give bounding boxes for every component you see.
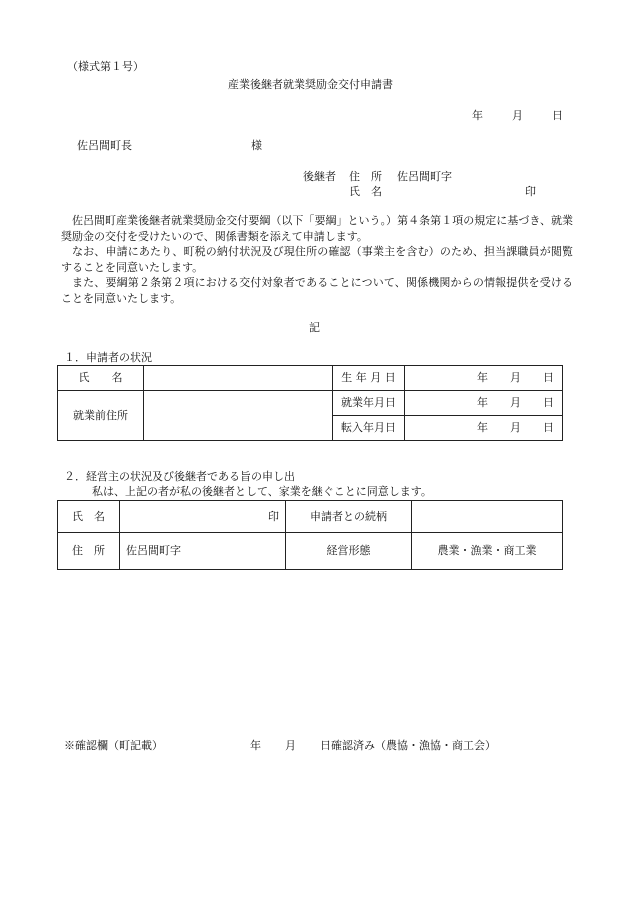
section2-statement: 私は、上記の者が私の後継者として、家業を継ぐことに同意します。 — [92, 485, 432, 498]
applicant-row-employment — [58, 391, 563, 416]
manager-name-label: 氏 名 — [58, 501, 120, 533]
movein-date-label: 転入年月日 — [333, 416, 405, 441]
manager-table — [57, 500, 563, 570]
birth-date-label: 生 年 月 日 — [333, 366, 405, 391]
relation-field[interactable] — [412, 501, 563, 533]
date-year: 年 — [472, 109, 483, 122]
relation-label: 申請者との続柄 — [286, 501, 412, 533]
manager-name-field[interactable] — [120, 501, 286, 533]
addressee-name: 佐呂間町長 — [77, 139, 132, 152]
prev-address-label: 就業前住所 — [58, 391, 144, 441]
confirmation-year: 年 — [250, 739, 261, 752]
manager-address-field[interactable]: 佐呂間町字 — [120, 533, 286, 570]
birth-date-month: 月 — [510, 371, 521, 385]
confirmation-suffix: 日確認済み（農協・漁協・商工会） — [320, 739, 496, 752]
prev-address-field[interactable] — [144, 391, 333, 441]
employment-date-day: 日 — [543, 396, 554, 410]
paragraph-1: 佐呂間町産業後継者就業奨励金交付要綱（以下「要綱」という。）第４条第１項の規定に基づき、就業奨励金の交付を受けたいので、関係書類を添えて申請します。 — [61, 214, 573, 243]
applicant-row-name — [58, 366, 563, 391]
employment-date-field[interactable] — [405, 391, 563, 416]
employment-date-label: 就業年月日 — [333, 391, 405, 416]
date-day: 日 — [552, 109, 563, 122]
movein-date-day: 日 — [543, 421, 554, 435]
successor-seal: 印 — [525, 185, 536, 198]
section2-heading: ２．経営主の状況及び後継者である旨の申し出 — [64, 470, 295, 483]
business-type-value[interactable]: 農業・漁業・商工業 — [412, 533, 563, 570]
birth-date-year: 年 — [477, 371, 488, 385]
manager-row-name — [58, 501, 563, 533]
applicant-table — [57, 365, 563, 441]
form-number: （様式第１号） — [67, 60, 144, 73]
ki-mark: 記 — [309, 321, 320, 334]
movein-date-field[interactable] — [405, 416, 563, 441]
employment-date-year: 年 — [477, 396, 488, 410]
date-line — [472, 109, 563, 123]
applicant-name-label: 氏 名 — [58, 366, 144, 391]
document-title: 産業後継者就業奨励金交付申請書 — [228, 78, 393, 91]
confirmation-label: ※確認欄（町記載） — [64, 739, 163, 752]
successor-name-label: 氏 名 — [349, 185, 382, 198]
confirmation-month: 月 — [285, 739, 296, 752]
section1-heading: １．申請者の状況 — [64, 351, 152, 364]
date-month: 月 — [512, 109, 523, 122]
paragraph-2: なお、申請にあたり、町税の納付状況及び現住所の確認（事業主を含む）のため、担当課職員が閲覧することを同意いたします。 — [61, 245, 573, 274]
movein-date-year: 年 — [477, 421, 488, 435]
manager-address-label: 住 所 — [58, 533, 120, 570]
birth-date-field[interactable] — [405, 366, 563, 391]
paragraph-3: また、要綱第２条第２項における交付対象者であることについて、関係機関からの情報提供を受けることを同意いたします。 — [61, 276, 573, 305]
successor-address-value: 佐呂間町字 — [397, 170, 452, 183]
successor-role-label: 後継者 — [303, 170, 336, 183]
addressee-honorific: 様 — [251, 139, 262, 152]
manager-seal: 印 — [268, 509, 279, 523]
business-type-label: 経営形態 — [286, 533, 412, 570]
manager-row-address — [58, 533, 563, 570]
birth-date-day: 日 — [543, 371, 554, 385]
movein-date-month: 月 — [510, 421, 521, 435]
employment-date-month: 月 — [510, 396, 521, 410]
body-paragraphs — [61, 213, 573, 306]
applicant-name-field[interactable] — [144, 366, 333, 391]
successor-address-label: 住 所 — [349, 170, 382, 183]
